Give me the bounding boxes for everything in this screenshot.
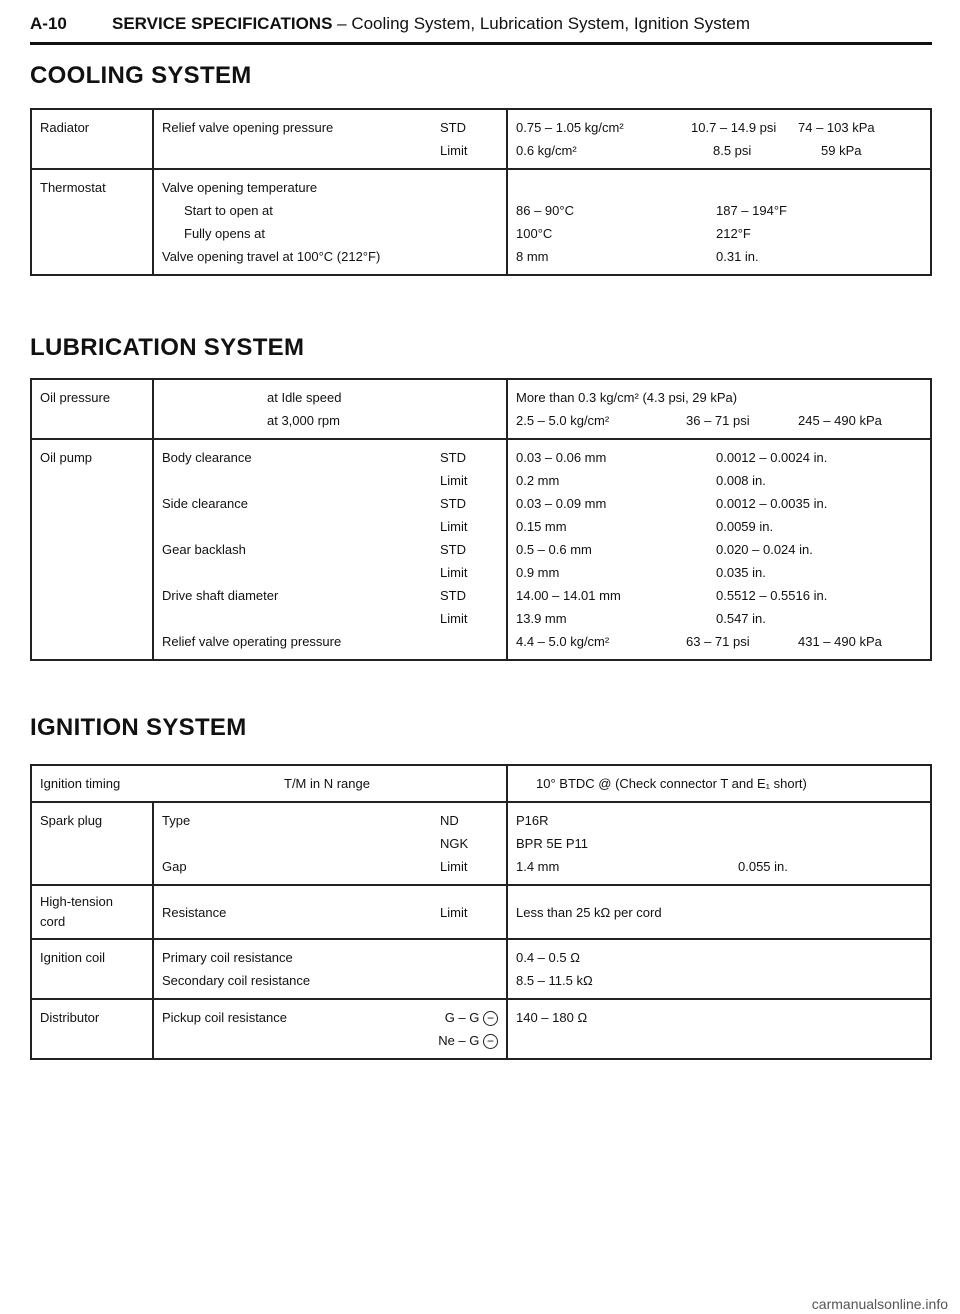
coil-label: Ignition coil: [40, 950, 106, 965]
spec-tag: STD: [440, 496, 466, 511]
distributor-item-cell: [153, 999, 507, 1059]
oil-pressure-item-cell: [153, 379, 507, 439]
coil-value-cell: [507, 939, 931, 999]
oil-pump-row: [31, 439, 931, 660]
value-mm: 0.03 – 0.06 mm: [516, 450, 607, 465]
value-text: P16R: [516, 813, 549, 828]
value-text: 8.5 psi: [713, 143, 752, 158]
pump-item-line: [162, 584, 498, 607]
radiator-value-cell: [507, 109, 931, 169]
value-text: 10° BTDC @ (Check connector T and E₁ short): [536, 776, 807, 791]
radiator-label-cell: [31, 109, 153, 169]
timing-row: [31, 765, 931, 802]
spec-tag: Limit: [440, 611, 468, 626]
limit-label: Limit: [440, 859, 468, 874]
radiator-row: [31, 109, 931, 169]
value-mm: 0.15 mm: [516, 519, 567, 534]
value-in: 0.5512 – 0.5516 in.: [716, 588, 828, 603]
item-text: Gear backlash: [162, 542, 246, 557]
thermostat-label: Thermostat: [40, 180, 106, 195]
ne-g-label: Ne – G −: [438, 1029, 498, 1052]
item-text: Pickup coil resistance: [162, 1010, 287, 1025]
oil-pump-value-cell: [507, 439, 931, 660]
minus-circle-icon: −: [483, 1011, 498, 1026]
coil-row: [31, 939, 931, 999]
nd-label: ND: [440, 813, 459, 828]
oil-pump-label-cell: [31, 439, 153, 660]
pump-item-line: [162, 515, 498, 538]
item-text: Type: [162, 813, 191, 828]
ht-cord-row: [31, 885, 931, 939]
pump-value-line: [516, 607, 922, 630]
spec-tag: Limit: [440, 519, 468, 534]
value-text: 212°F: [716, 226, 751, 241]
item-text: Resistance: [162, 904, 227, 920]
oil-pump-label: Oil pump: [40, 450, 93, 465]
pump-item-line: [162, 446, 498, 469]
pump-value-line: [516, 492, 922, 515]
spec-tag: STD: [440, 588, 466, 603]
value-text: 140 – 180 Ω: [516, 1010, 588, 1025]
value-in: 0.547 in.: [716, 611, 766, 626]
cooling-table: [30, 108, 932, 276]
item-text: Side clearance: [162, 496, 248, 511]
limit-label: Limit: [440, 904, 468, 920]
timing-label-cell: [31, 765, 507, 802]
thermostat-label-cell: [31, 169, 153, 275]
value-mm: 0.9 mm: [516, 565, 560, 580]
value-text: 8.5 – 11.5 kΩ: [516, 973, 593, 988]
oil-pressure-row: [31, 379, 931, 439]
std-label: STD: [440, 120, 466, 135]
value-text: 187 – 194°F: [716, 203, 787, 218]
item-text: Gap: [162, 859, 187, 874]
ht-cord-label: cord: [40, 914, 66, 929]
spark-plug-label-cell: [31, 802, 153, 885]
value-text: 0.31 in.: [716, 249, 759, 264]
item-text: T/M in N range: [284, 776, 370, 791]
pump-item-line: [162, 561, 498, 584]
value-mm: 14.00 – 14.01 mm: [516, 588, 621, 603]
lubrication-table: [30, 378, 932, 661]
value-mm: 13.9 mm: [516, 611, 567, 626]
item-text: Secondary coil resistance: [162, 973, 311, 988]
item-text: Valve opening travel at 100°C (212°F): [162, 249, 381, 264]
distributor-label-cell: [31, 999, 153, 1059]
minus-circle-icon: −: [483, 1034, 498, 1049]
value-mm: 0.2 mm: [516, 473, 560, 488]
g-g-label: G – G −: [445, 1006, 498, 1029]
value-text: 0.4 – 0.5 Ω: [516, 950, 580, 965]
ht-cord-item-cell: [153, 885, 507, 939]
distributor-row: [31, 999, 931, 1059]
page-title: [112, 14, 750, 34]
item-text: Fully opens at: [184, 226, 265, 241]
item-text: at 3,000 rpm: [267, 413, 340, 428]
page-number: A-10: [30, 14, 67, 33]
oil-pump-item-cell: [153, 439, 507, 660]
pump-values: [516, 446, 922, 630]
value-mm: 0.03 – 0.09 mm: [516, 496, 607, 511]
item-text: Relief valve operating pressure: [162, 634, 342, 649]
spark-plug-label: Spark plug: [40, 813, 103, 828]
thermostat-item-cell: [153, 169, 507, 275]
pump-value-line: [516, 584, 922, 607]
radiator-item-cell: [153, 109, 507, 169]
spec-tag: STD: [440, 542, 466, 557]
spark-plug-item-cell: [153, 802, 507, 885]
ignition-table: [30, 764, 932, 1060]
limit-label: Limit: [440, 143, 468, 158]
value-text: 63 – 71 psi: [686, 634, 750, 649]
cooling-section-title: COOLING SYSTEM: [30, 62, 252, 89]
value-text: 4.4 – 5.0 kg/cm²: [516, 634, 610, 649]
value-text: 431 – 490 kPa: [798, 634, 882, 649]
spec-tag: STD: [440, 450, 466, 465]
pump-value-line: [516, 538, 922, 561]
oil-pressure-label: Oil pressure: [40, 390, 111, 405]
value-text: 0.75 – 1.05 kg/cm²: [516, 120, 624, 135]
pump-value-line: [516, 469, 922, 492]
value-in: 0.0059 in.: [716, 519, 774, 534]
ngk-label: NGK: [440, 836, 469, 851]
coil-label-cell: [31, 939, 153, 999]
ignition-section-title: IGNITION SYSTEM: [30, 714, 247, 741]
value-text: 8 mm: [516, 249, 549, 264]
distributor-label: Distributor: [40, 1010, 100, 1025]
ht-cord-label-cell: [31, 885, 153, 939]
pump-value-line: [516, 446, 922, 469]
value-in: 0.020 – 0.024 in.: [716, 542, 813, 557]
timing-label: Ignition timing: [40, 776, 121, 791]
pump-item-line: [162, 492, 498, 515]
pump-value-line: [516, 515, 922, 538]
spark-plug-row: [31, 802, 931, 885]
value-in: 0.0012 – 0.0035 in.: [716, 496, 828, 511]
pump-item-line: [162, 607, 498, 630]
value-text: 1.4 mm: [516, 859, 560, 874]
title-rest: – Cooling System, Lubrication System, Ignition System: [332, 14, 751, 33]
value-text: 59 kPa: [821, 143, 862, 158]
item-text: Start to open at: [184, 203, 273, 218]
pump-items: [162, 446, 498, 630]
page-header: [30, 14, 930, 42]
value-in: 0.008 in.: [716, 473, 766, 488]
item-text: Drive shaft diameter: [162, 588, 279, 603]
value-text: BPR 5E P11: [516, 836, 589, 851]
coil-item-cell: [153, 939, 507, 999]
value-text: 0.6 kg/cm²: [516, 143, 577, 158]
spark-plug-value-cell: [507, 802, 931, 885]
footer-watermark: carmanualsonline.info: [811, 1296, 948, 1312]
pump-item-line: [162, 469, 498, 492]
pump-value-line: [516, 561, 922, 584]
spec-tag: Limit: [440, 473, 468, 488]
value-in: 0.035 in.: [716, 565, 766, 580]
value-text: 86 – 90°C: [516, 203, 574, 218]
value-text: 10.7 – 14.9 psi: [691, 120, 777, 135]
item-text: Primary coil resistance: [162, 950, 293, 965]
thermostat-row: [31, 169, 931, 275]
pump-item-line: [162, 538, 498, 561]
title-bold: SERVICE SPECIFICATIONS: [112, 14, 333, 33]
value-text: 36 – 71 psi: [686, 413, 750, 428]
radiator-item: Relief valve opening pressure STD: [162, 116, 498, 139]
oil-pressure-value-cell: [507, 379, 931, 439]
ht-cord-value-cell: [507, 885, 931, 939]
ht-cord-label: High-tension: [40, 894, 113, 909]
radiator-label: Radiator: [40, 120, 90, 135]
value-text: 74 – 103 kPa: [798, 120, 875, 135]
header-rule: [30, 42, 932, 45]
value-text: 100°C: [516, 226, 553, 241]
item-text: at Idle speed: [267, 390, 342, 405]
spec-tag: Limit: [440, 565, 468, 580]
item-text: Body clearance: [162, 450, 252, 465]
value-text: 245 – 490 kPa: [798, 413, 882, 428]
value-text: 0.055 in.: [738, 859, 788, 874]
distributor-value-cell: [507, 999, 931, 1059]
item-text: Valve opening temperature: [162, 180, 318, 195]
timing-value-cell: [507, 765, 931, 802]
value-text: Less than 25 kΩ per cord: [516, 904, 662, 920]
value-text: 2.5 – 5.0 kg/cm²: [516, 413, 610, 428]
value-in: 0.0012 – 0.0024 in.: [716, 450, 828, 465]
oil-pressure-label-cell: [31, 379, 153, 439]
thermostat-value-cell: [507, 169, 931, 275]
value-text: More than 0.3 kg/cm² (4.3 psi, 29 kPa): [516, 390, 738, 405]
lubrication-section-title: LUBRICATION SYSTEM: [30, 334, 305, 361]
value-mm: 0.5 – 0.6 mm: [516, 542, 592, 557]
